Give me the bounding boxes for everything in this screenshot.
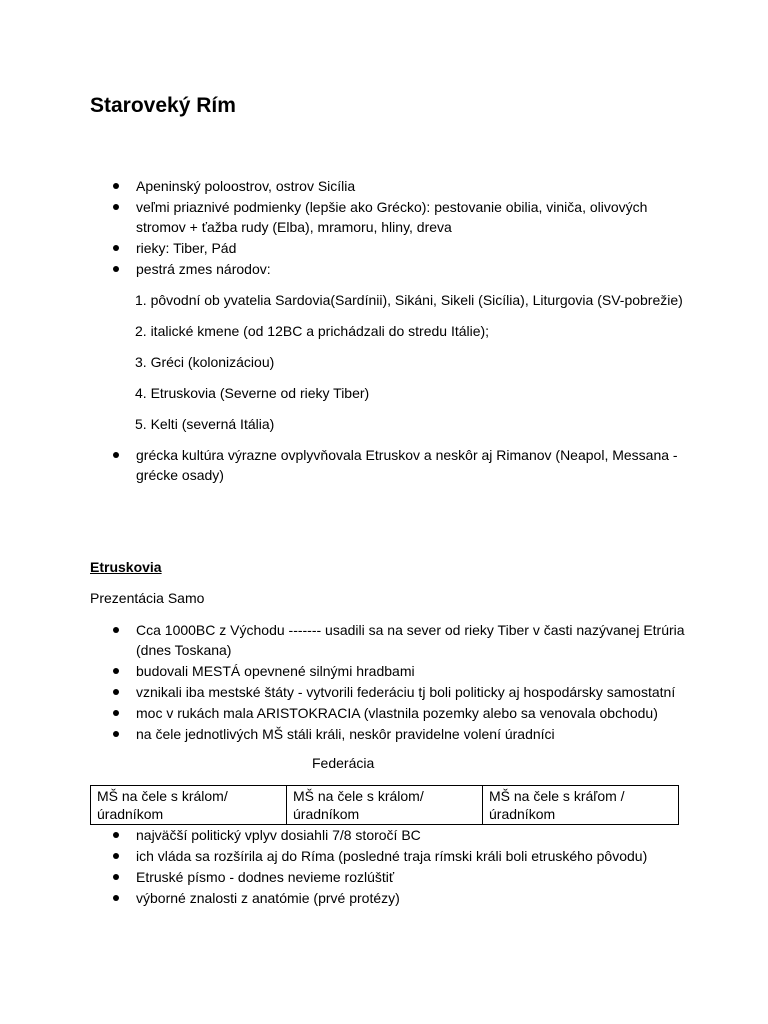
table-cell: MŠ na čele s kráľom /úradníkom bbox=[483, 786, 679, 825]
list-item: veľmi priaznivé podmienky (lepšie ako Grécko): pestovanie obilia, viniča, olivových stromov + ťažba rudy (Elba), mramoru, hliny, dreva bbox=[0, 197, 686, 237]
culture-bullet-list bbox=[0, 445, 686, 486]
section-heading: Etruskovia bbox=[90, 559, 162, 575]
page-title: Staroveký Rím bbox=[90, 94, 236, 117]
federation-table bbox=[90, 785, 679, 825]
list-item: 4. Etruskovia (Severne od rieky Tiber) bbox=[135, 385, 370, 401]
list-item: moc v rukách mala ARISTOKRACIA (vlastnila pozemky alebo sa venovala obchodu) bbox=[0, 703, 686, 723]
etruscan-bullet-list bbox=[0, 620, 686, 745]
table-caption: Federácia bbox=[312, 755, 375, 771]
etruscan-more-bullet-list bbox=[0, 825, 686, 909]
list-item: budovali MESTÁ opevnené silnými hradbami bbox=[0, 661, 686, 681]
list-item: na čele jednotlivých MŠ stáli králi, neskôr pravidelne volení úradníci bbox=[0, 724, 686, 744]
list-item: rieky: Tiber, Pád bbox=[0, 238, 686, 258]
table-row bbox=[91, 786, 679, 825]
list-item: pestrá zmes národov: bbox=[0, 259, 686, 279]
list-item: Apeninský poloostrov, ostrov Sicília bbox=[0, 176, 686, 196]
list-item: najväčší politický vplyv dosiahli 7/8 storočí BC bbox=[0, 825, 686, 845]
list-item: 2. italické kmene (od 12BC a prichádzali do stredu Itálie); bbox=[135, 323, 490, 339]
list-item: Etruské písmo - dodnes nevieme rozlúštiť bbox=[0, 867, 686, 887]
list-item: vznikali iba mestské štáty - vytvorili federáciu tj boli politicky aj hospodársky samostatní bbox=[0, 682, 686, 702]
list-item: 5. Kelti (severná Itália) bbox=[135, 416, 275, 432]
peoples-numbered-list bbox=[0, 290, 683, 445]
list-item: Cca 1000BC z Východu ------- usadili sa na sever od rieky Tiber v časti nazývanej Etrúria (dnes Toskana) bbox=[0, 620, 686, 660]
list-item: výborné znalosti z anatómie (prvé protézy) bbox=[0, 888, 686, 908]
intro-bullet-list bbox=[0, 176, 686, 280]
list-item: 1. pôvodní ob yvatelia Sardovia(Sardínii), Sikáni, Sikeli (Sicília), Liturgovia (SV-pobrežie) bbox=[135, 292, 683, 308]
list-item: ich vláda sa rozšírila aj do Ríma (posledné traja rímski králi boli etruského pôvodu) bbox=[0, 846, 686, 866]
table-cell: MŠ na čele s králom/úradníkom bbox=[287, 786, 483, 825]
list-item: 3. Gréci (kolonizáciou) bbox=[135, 354, 275, 370]
list-item: grécka kultúra výrazne ovplyvňovala Etruskov a neskôr aj Rimanov (Neapol, Messana - grécke osady) bbox=[0, 445, 686, 485]
table-cell: MŠ na čele s králom/úradníkom bbox=[91, 786, 287, 825]
section-subtitle: Prezentácia Samo bbox=[90, 590, 205, 606]
